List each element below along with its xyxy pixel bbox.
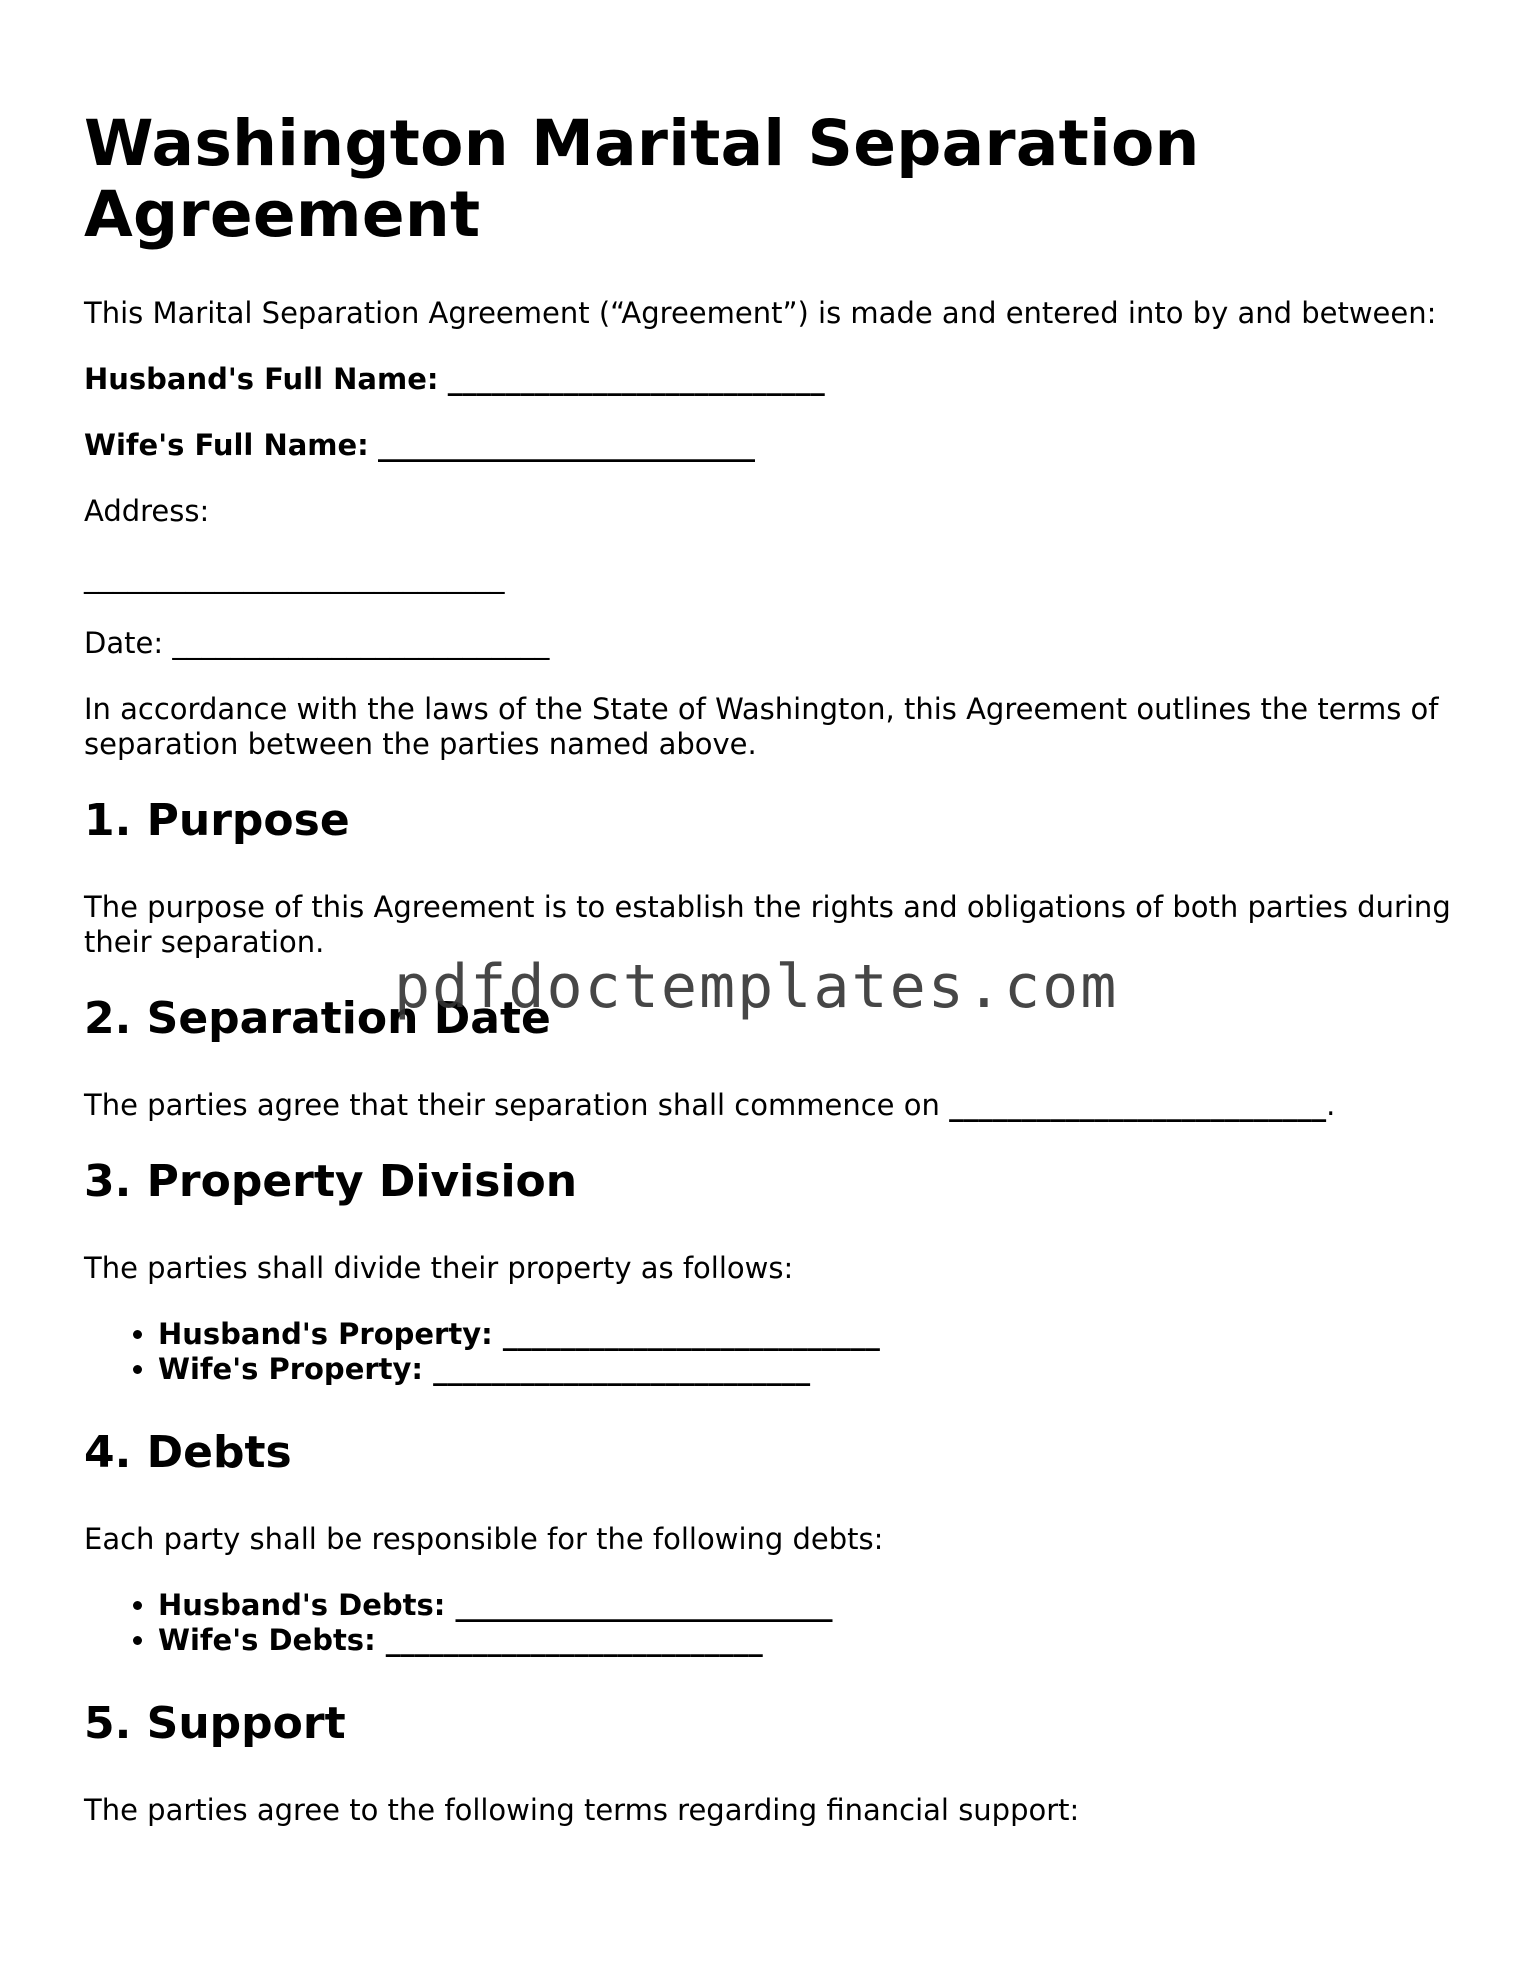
husband-property-blank: __________________________ <box>502 1317 880 1351</box>
separation-date-sentence: The parties agree that their separation shall commence on <box>84 1088 940 1122</box>
wife-property-blank: __________________________ <box>433 1352 811 1386</box>
property-text: The parties shall divide their property as follows: <box>84 1251 794 1285</box>
watermark: pdfdoctemplates.com <box>394 952 1119 1022</box>
wife-debts-label: Wife's Debts: <box>158 1623 376 1657</box>
husband-name-blank: __________________________ <box>447 362 825 396</box>
husband-name-field <box>84 362 1454 397</box>
list-item <box>158 1317 1454 1352</box>
section-heading-separation-date: 2. Separation Date <box>84 993 551 1044</box>
section-heading-purpose: 1. Purpose <box>84 795 350 846</box>
husband-name-label: Husband's Full Name: <box>84 362 439 396</box>
intro-paragraph: This Marital Separation Agreement (“Agreement”) is made and entered into by and between: <box>84 296 1437 330</box>
wife-property-label: Wife's Property: <box>158 1352 424 1386</box>
address-label: Address: <box>84 494 210 528</box>
purpose-text: The purpose of this Agreement is to establish the rights and obligations of both parties during their separation. <box>84 890 1451 959</box>
property-list <box>84 1317 1454 1387</box>
husband-debts-label: Husband's Debts: <box>158 1588 446 1622</box>
list-item <box>158 1623 1454 1658</box>
list-item <box>158 1588 1454 1623</box>
list-item <box>158 1352 1454 1387</box>
section-heading-property: 3. Property Division <box>84 1156 578 1207</box>
section-heading-debts: 4. Debts <box>84 1427 292 1478</box>
address-blank: _____________________________ <box>84 560 505 594</box>
support-text: The parties agree to the following terms regarding financial support: <box>84 1793 1080 1827</box>
separation-date-blank: __________________________ <box>949 1088 1327 1122</box>
wife-name-label: Wife's Full Name: <box>84 428 369 462</box>
date-field <box>84 626 1454 661</box>
wife-name-blank: __________________________ <box>377 428 755 462</box>
section-heading-support: 5. Support <box>84 1698 346 1749</box>
separation-date-text <box>84 1088 1454 1123</box>
debts-list <box>84 1588 1454 1658</box>
wife-name-field <box>84 428 1454 463</box>
husband-debts-blank: __________________________ <box>455 1588 833 1622</box>
separation-date-period: . <box>1326 1088 1336 1122</box>
date-blank: __________________________ <box>172 626 550 660</box>
preamble-paragraph: In accordance with the laws of the State of Washington, this Agreement outlines the terms of separation between the parties named above. <box>84 692 1439 761</box>
husband-property-label: Husband's Property: <box>158 1317 493 1351</box>
debts-text: Each party shall be responsible for the following debts: <box>84 1522 884 1556</box>
date-label: Date: <box>84 626 164 660</box>
document-title: Washington Marital Separation Agreement <box>84 107 1200 251</box>
wife-debts-blank: __________________________ <box>385 1623 763 1657</box>
